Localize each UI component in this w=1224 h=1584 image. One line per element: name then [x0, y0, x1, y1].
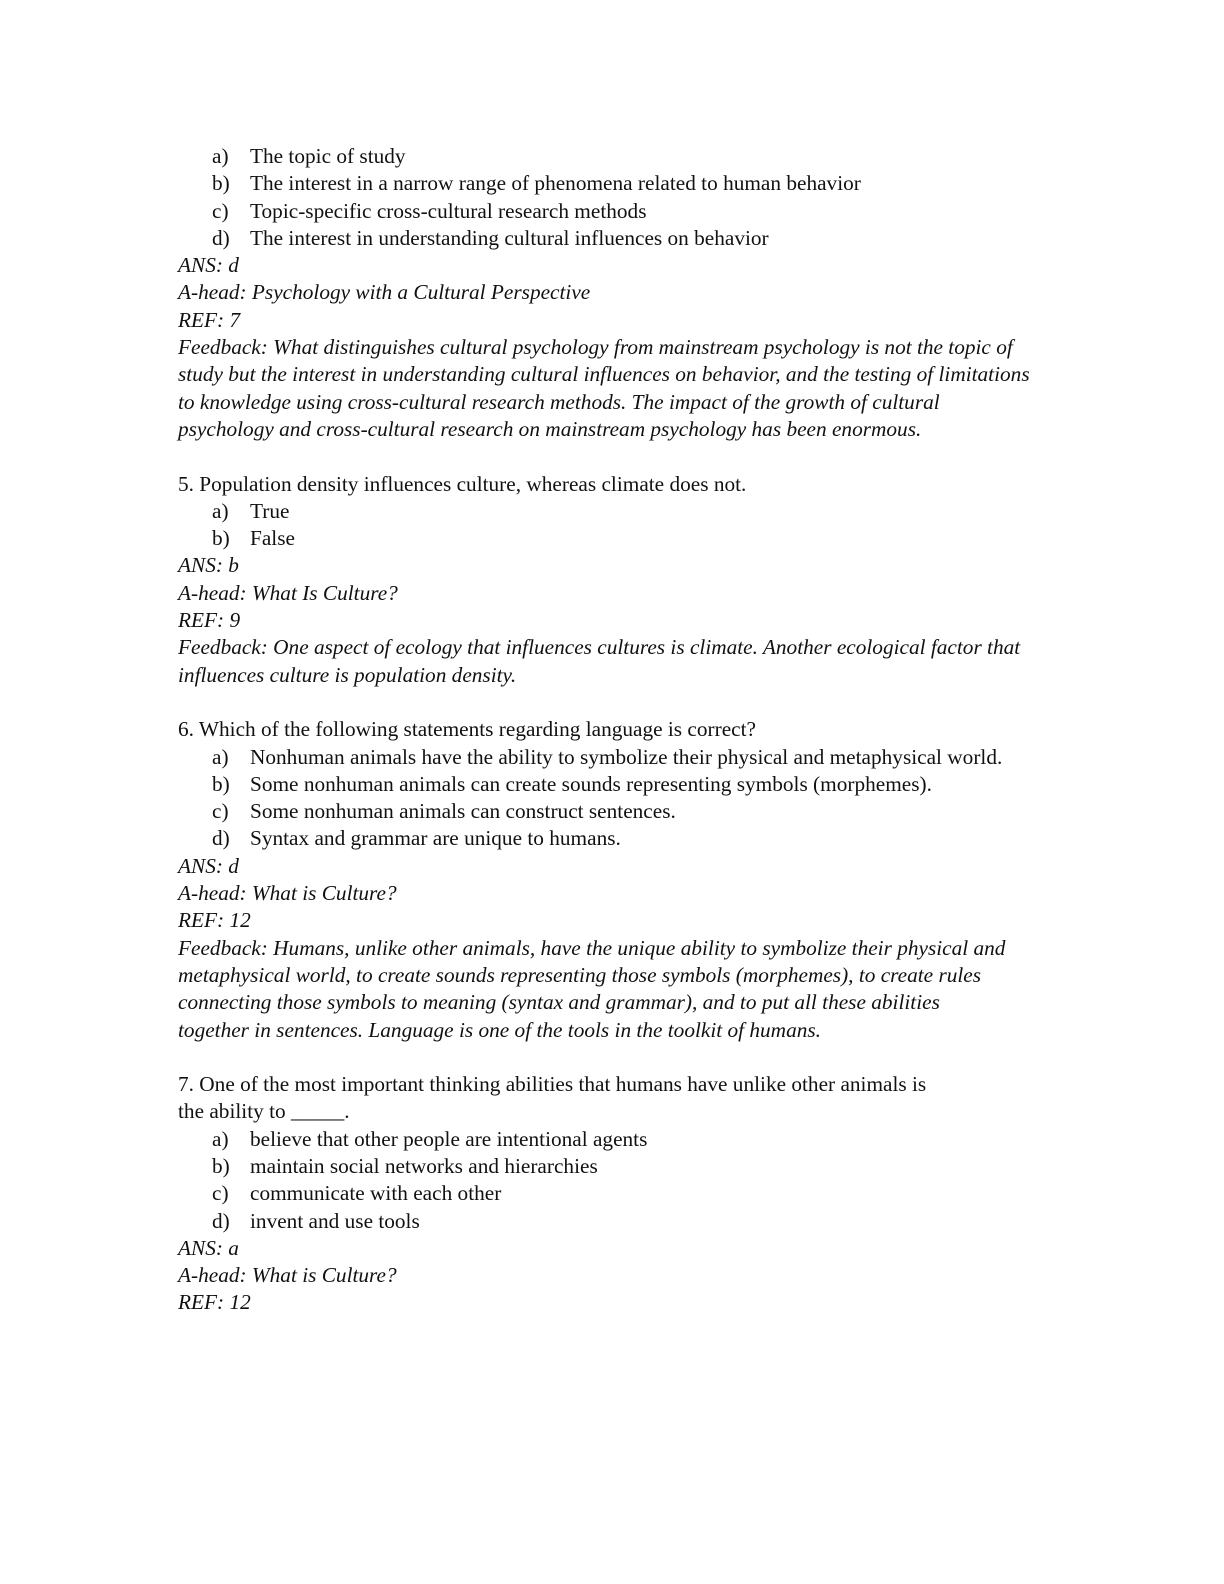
a-head-line: A-head: What Is Culture? — [178, 580, 398, 605]
answer-line: ANS: b — [178, 553, 239, 578]
option-c — [178, 198, 1058, 225]
ref-line: REF: 12 — [178, 908, 251, 933]
option-text: The interest in a narrow range of phenomena related to human behavior — [250, 171, 861, 196]
option-d — [178, 225, 1058, 252]
feedback-text: Feedback: One aspect of ecology that influences cultures is climate. Another ecological factor that influences culture is population density. — [178, 635, 1021, 687]
ref-line: REF: 9 — [178, 608, 241, 633]
ref-line: REF: 7 — [178, 307, 241, 332]
option-letter: c) — [212, 1181, 229, 1206]
option-text: invent and use tools — [250, 1208, 420, 1233]
option-d — [178, 1208, 1058, 1235]
option-letter: b) — [212, 171, 230, 196]
answer-line: ANS: a — [178, 1235, 239, 1260]
option-letter: d) — [212, 225, 230, 250]
ref-line: REF: 12 — [178, 1290, 251, 1315]
option-letter: a) — [212, 744, 229, 769]
option-letter: c) — [212, 799, 229, 824]
feedback-text: Feedback: Humans, unlike other animals, have the unique ability to symbolize their physical and metaphysical world, to create sounds representing those symbols (morphemes), to create rules connecting those symbols to meaning (syntax and grammar), and to put all these abilities together in sentences. Language is one of the tools in the toolkit of humans. — [178, 935, 1006, 1042]
option-text: Some nonhuman animals can create sounds representing symbols (morphemes). — [250, 771, 932, 796]
option-text: The topic of study — [250, 144, 406, 168]
option-a — [178, 744, 1058, 771]
question-text: 6. Which of the following statements regarding language is correct? — [178, 717, 756, 742]
question-7 — [178, 1071, 1058, 1317]
option-text: maintain social networks and hierarchies — [250, 1153, 598, 1178]
option-letter: a) — [212, 1126, 229, 1151]
option-text: Syntax and grammar are unique to humans. — [250, 826, 621, 851]
answer-line: ANS: d — [178, 853, 239, 878]
option-letter: b) — [212, 771, 230, 796]
option-a — [178, 498, 1058, 525]
option-a — [178, 1126, 1058, 1153]
option-a — [178, 143, 1058, 170]
option-d — [178, 825, 1058, 852]
answer-line: ANS: d — [178, 253, 239, 278]
question-5 — [178, 471, 1058, 689]
a-head-line: A-head: What is Culture? — [178, 881, 397, 906]
option-letter: b) — [212, 526, 230, 551]
option-letter: a) — [212, 498, 229, 523]
question-text: 5. Population density influences culture, whereas climate does not. — [178, 471, 747, 496]
option-letter: b) — [212, 1153, 230, 1178]
question-6 — [178, 716, 1058, 1044]
option-text: believe that other people are intentional agents — [250, 1126, 648, 1151]
feedback-text: Feedback: What distinguishes cultural psychology from mainstream psychology is not the topic of study but the interest in understanding cultural influences on behavior, and the testing of limitations to knowledge using cross-cultural research methods. The impact of the growth of cultural psychology and cross-cultural research on mainstream psychology has been enormous. — [178, 335, 1030, 441]
question-4 — [178, 143, 1058, 443]
question-text-line-1: 7. One of the most important thinking abilities that humans have unlike other animals is — [178, 1072, 927, 1097]
option-text: Some nonhuman animals can construct sentences. — [250, 799, 676, 824]
option-c — [178, 1180, 1058, 1207]
option-b — [178, 170, 1058, 197]
spacer — [178, 443, 1058, 470]
a-head-line: A-head: What is Culture? — [178, 1263, 397, 1288]
option-letter: d) — [212, 1208, 230, 1233]
option-letter: a) — [212, 144, 229, 168]
question-text-line-2: the ability to _____. — [178, 1099, 350, 1124]
option-text: The interest in understanding cultural influences on behavior — [250, 225, 769, 250]
option-c — [178, 798, 1058, 825]
option-text: communicate with each other — [250, 1181, 502, 1206]
option-letter: d) — [212, 826, 230, 851]
spacer — [178, 1044, 1058, 1071]
spacer — [178, 689, 1058, 716]
option-text: Nonhuman animals have the ability to symbolize their physical and metaphysical world. — [250, 744, 1003, 769]
option-b — [178, 771, 1058, 798]
option-letter: c) — [212, 198, 229, 223]
option-text: False — [250, 526, 295, 551]
option-b — [178, 525, 1058, 552]
option-text: Topic-specific cross-cultural research methods — [250, 198, 647, 223]
document-page — [178, 143, 1058, 1317]
a-head-line: A-head: Psychology with a Cultural Perspective — [178, 280, 591, 305]
option-b — [178, 1153, 1058, 1180]
option-text: True — [250, 498, 290, 523]
